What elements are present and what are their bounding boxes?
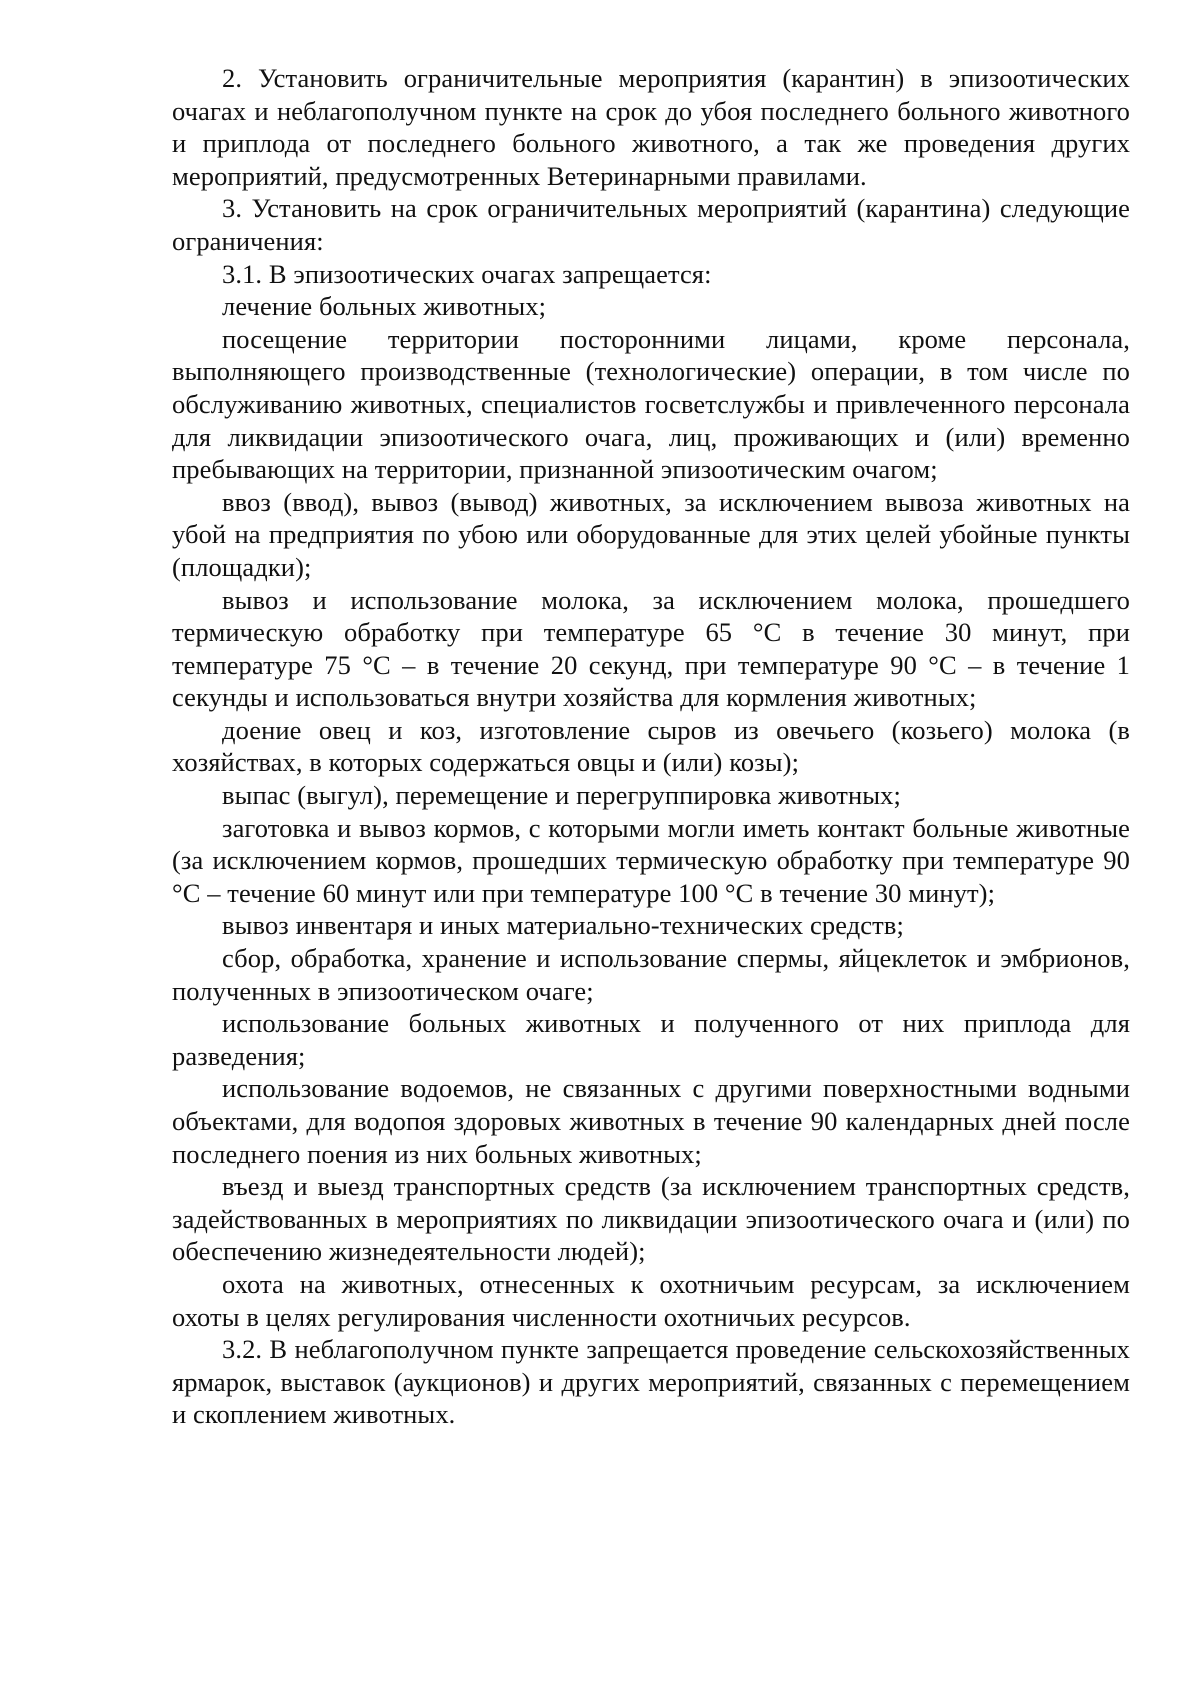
list-item-water: использование водоемов, не связанных с другими поверхностными водными объектами, для водопоя здоровых животных в течение 90 календарных дней после последнего поения из них больных животных; [172,1073,1130,1169]
list-item-grazing: выпас (выгул), перемещение и перегруппировка животных; [222,780,901,811]
paragraph-2-quarantine: 2. Установить ограничительные мероприятия (карантин) в эпизоотических очагах и неблагополучном пункте на срок до убоя последнего больного животного и приплода от последнего больного животного, а так же проведения других мероприятий, предусмотренных Ветеринарными правилами. [172,63,1130,191]
document-page [172,62,1130,1431]
list-item-hunting: охота на животных, отнесенных к охотничьим ресурсам, за исключением охоты в целях регулирования численности охотничьих ресурсов. [172,1268,1130,1332]
list-item-breeding: использование больных животных и полученного от них приплода для разведения; [172,1008,1130,1071]
list-item-milk: вывоз и использование молока, за исключением молока, прошедшего термическую обработку при температуре 65 °С в течение 30 минут, при температуре 75 °С – в течение 20 секунд, при температуре 90 °С – в течение 1 секунды и использоваться внутри хозяйства для кормления животных; [172,584,1130,713]
list-item-animal-transport: ввоз (ввод), вывоз (вывод) животных, за исключением вывоза животных на убой на предприятия по убою или оборудованные для этих целей убойные пункты (площадки); [172,486,1130,582]
paragraph-3-2: 3.2. В неблагополучном пункте запрещается проведение сельскохозяйственных ярмарок, выставок (аукционов) и других мероприятий, связанных с перемещением и скоплением животных. [172,1334,1130,1430]
list-item-inventory: вывоз инвентаря и иных материально-технических средств; [222,910,904,941]
list-item-visits: посещение территории посторонними лицами, кроме персонала, выполняющего производственные (технологические) операции, в том числе по обслуживанию животных, специалистов госветслужбы и привлеченного персонала для ликвидации эпизоотического очага, лиц, проживающих и (или) временно пребывающих на территории, признанной эпизоотическим очагом; [172,323,1130,485]
list-item-milking: доение овец и коз, изготовление сыров из овечьего (козьего) молока (в хозяйствах, в которых содержаться овцы и (или) козы); [172,714,1130,778]
list-item-treatment: лечение больных животных; [222,291,547,322]
list-item-sperm: сбор, обработка, хранение и использование спермы, яйцеклеток и эмбрионов, полученных в эпизоотическом очаге; [172,943,1130,1006]
paragraph-3-restrictions: 3. Установить на срок ограничительных мероприятий (карантина) следующие ограничения: [172,193,1130,256]
paragraph-3-1-heading: 3.1. В эпизоотических очагах запрещается: [222,258,712,289]
list-item-feed: заготовка и вывоз кормов, с которыми могли иметь контакт больные животные (за исключением кормов, прошедших термическую обработку при температуре 90 °С – течение 60 минут или при температуре 100 °С в течение 30 минут); [172,812,1130,908]
list-item-vehicles: въезд и выезд транспортных средств (за исключением транспортных средств, задействованных в мероприятиях по ликвидации эпизоотического очага и (или) по обеспечению жизнедеятельности людей); [172,1171,1130,1267]
